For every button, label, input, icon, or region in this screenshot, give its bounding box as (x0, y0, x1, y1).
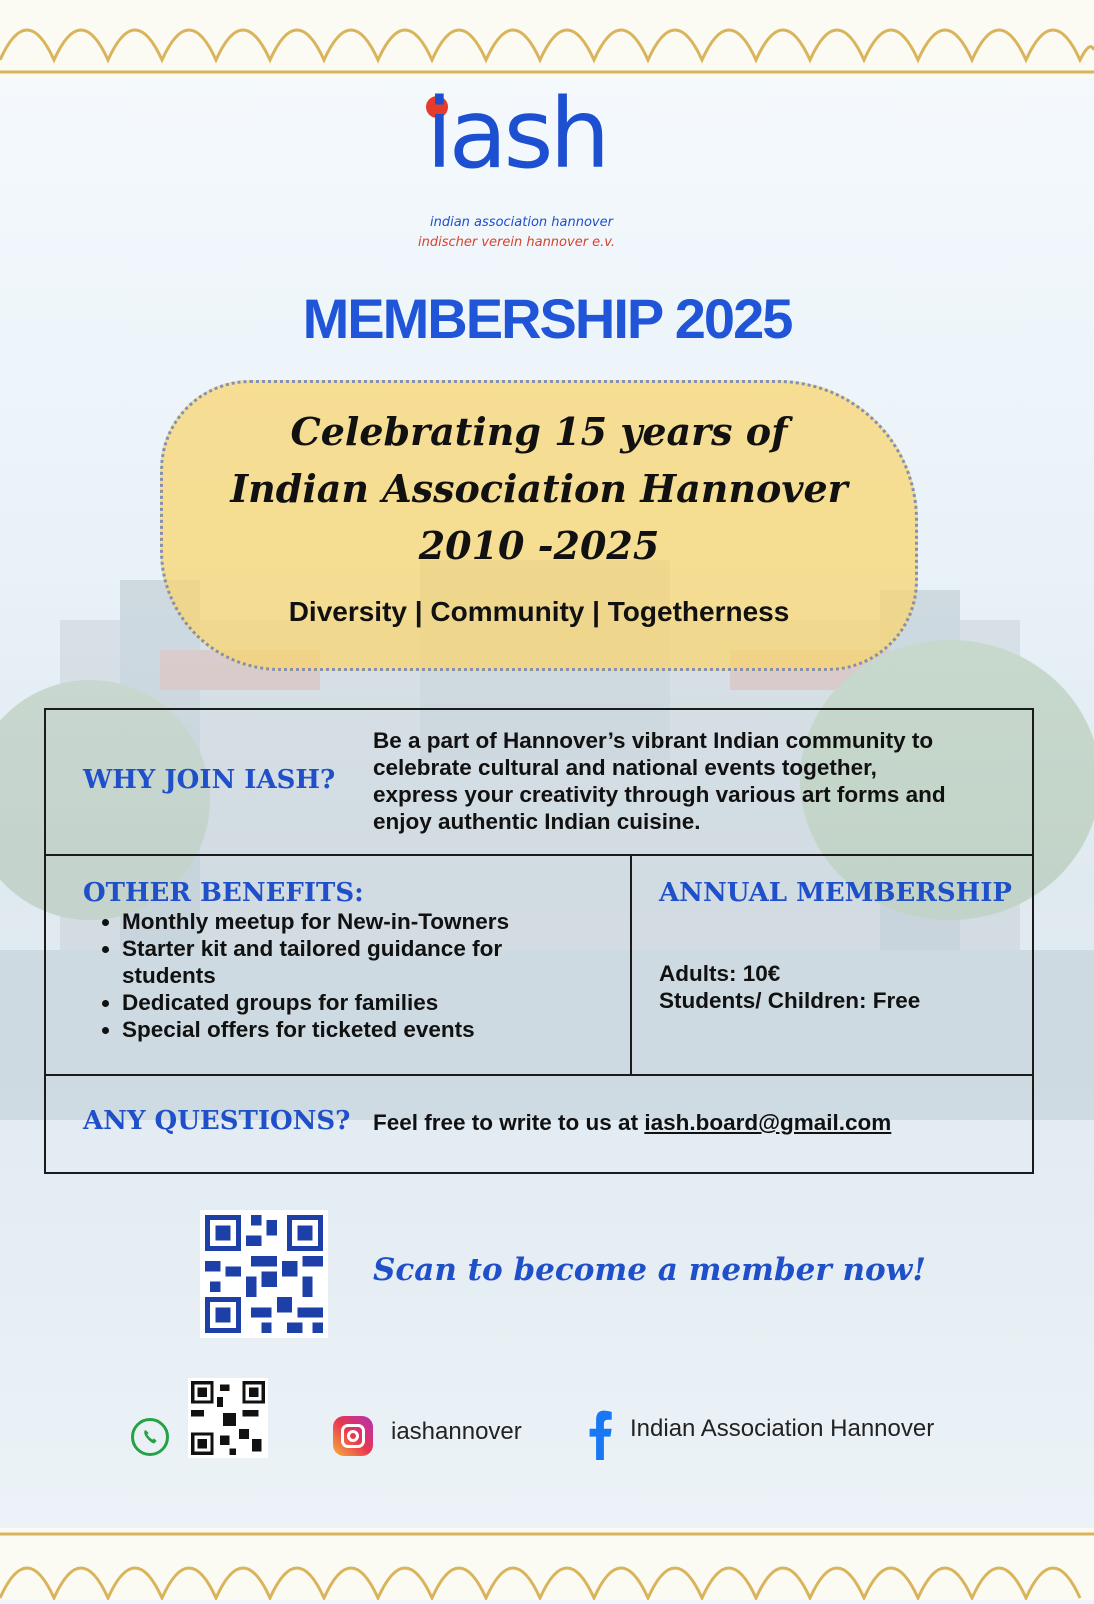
instagram-icon[interactable] (333, 1416, 373, 1456)
why-join-row (45, 709, 1033, 855)
why-join-line: express your creativity through various art forms and (373, 782, 946, 807)
page-title: MEMBERSHIP 2025 (302, 287, 792, 350)
facebook-icon[interactable] (586, 1408, 614, 1460)
logo-subtitle-german: indischer verein hannover e.v. (418, 235, 616, 250)
celebration-banner (160, 380, 918, 671)
benefits-cell (45, 855, 631, 1075)
list-item: • Special offers for ticketed events (122, 1016, 562, 1043)
why-join-text (373, 727, 946, 835)
why-join-line: celebrate cultural and national events together, (373, 755, 877, 780)
logo-subtitle-english: indian association hannover (430, 215, 613, 230)
why-join-line: Be a part of Hannover’s vibrant Indian community to (373, 728, 934, 753)
questions-heading: ANY QUESTIONS? (83, 1106, 351, 1136)
whatsapp-icon[interactable] (131, 1418, 169, 1456)
top-ornamental-border (0, 0, 1094, 78)
logo-wordmark: iash (426, 78, 607, 190)
iash-logo (418, 80, 678, 260)
celebration-line: Celebrating 15 years of (290, 409, 788, 454)
list-item: • Monthly meetup for New-in-Towners (122, 908, 562, 935)
celebration-line: 2010 -2025 (418, 523, 660, 568)
membership-qr-code[interactable] (200, 1210, 328, 1338)
questions-prompt: Feel free to write to us at (373, 1110, 645, 1135)
whatsapp-qr-code[interactable] (188, 1378, 268, 1458)
membership-students-price: Students/ Children: Free (659, 988, 921, 1013)
facebook-page-name[interactable]: Indian Association Hannover (630, 1415, 935, 1442)
benefits-list (96, 908, 562, 1043)
benefits-heading: OTHER BENEFITS: (83, 878, 364, 908)
email-link[interactable]: iash.board@gmail.com (644, 1110, 892, 1135)
why-join-line: enjoy authentic Indian cuisine. (373, 809, 701, 834)
membership-cell (631, 855, 1033, 1075)
questions-text (373, 1109, 891, 1136)
celebration-line: Indian Association Hannover (230, 466, 848, 511)
bottom-ornamental-border (0, 1528, 1094, 1600)
membership-heading: ANNUAL MEMBERSHIP (659, 878, 1012, 908)
list-item: • Dedicated groups for families (122, 989, 562, 1016)
info-table (44, 708, 1034, 1174)
celebration-tagline: Diversity | Community | Togetherness (288, 596, 790, 627)
why-join-heading: WHY JOIN IASH? (83, 765, 336, 795)
instagram-handle[interactable]: iashannover (391, 1418, 522, 1445)
membership-adults-price: Adults: 10€ (659, 961, 781, 986)
list-item: • Starter kit and tailored guidance for students (122, 935, 562, 989)
questions-row (45, 1075, 1033, 1173)
scan-cta: Scan to become a member now! (373, 1252, 926, 1288)
